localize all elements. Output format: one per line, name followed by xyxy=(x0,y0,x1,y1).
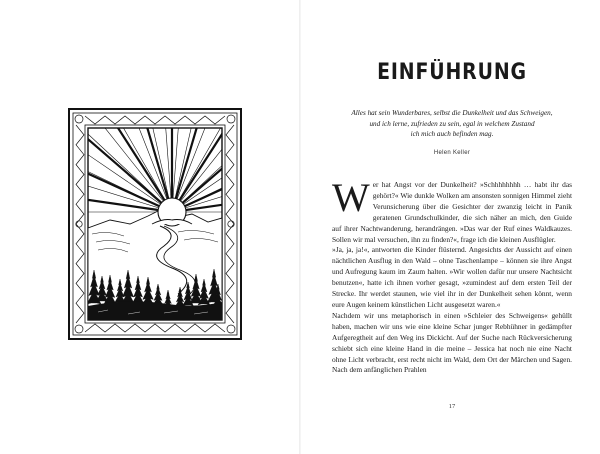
epigraph xyxy=(332,108,572,140)
epigraph-author: Helen Keller xyxy=(433,150,471,156)
epigraph-line: ich mich auch befinden mag. xyxy=(410,130,494,138)
right-page xyxy=(332,0,572,454)
body-paragraph: »Ja, ja, ja!«, antworten die Kinder flüsternd. Angesichts der Aussicht auf einen nächtlichen Ausflug in den Wald – ohne Taschenlampe – können sie ihre Angst und Aufregung kaum im Zaum halten. »Wir wollen dafür nur unsere Nachtsicht benutzen«, hatte ich ihnen vorher gesagt, »zumindest auf dem ersten Teil der Strecke. Ihr werdet staunen, wie viel ihr in der Dunkelheit sehen könnt, wenn eure Augen keinem künstlichen Licht ausgesetzt waren.« xyxy=(332,245,572,309)
epigraph-line: und ich lerne, zufrieden zu sein, egal in welchem Zustand xyxy=(369,119,535,128)
epigraph-line: Alles hat sein Wunderbares, selbst die Dunkelheit und das Schweigen, xyxy=(351,109,553,117)
chapter-heading: EINFÜHRUNG xyxy=(377,60,527,85)
paragraph-text: er hat Angst vor der Dunkelheit? »Schhhhhhhh … habt ihr das gehört?« Wie dunkle Wolken am ansonsten sonnigen Himmel zieht Verunsicherung über die Gesichter der zwanzig leicht in Panik geratenen Grundschulkinder, die sich näher an mich, den Guide auf ihrer Nachtwanderung, herandrängen. »Das war der Ruf eines Waldkauzes. Sollen wir mal versuchen, ihn zu finden?«, frage ich die kleinen Ausflügler. xyxy=(332,180,572,244)
drop-cap: W xyxy=(332,175,370,220)
book-gutter xyxy=(299,0,301,454)
body-text xyxy=(332,175,572,376)
sunrise-forest-illustration xyxy=(68,108,242,340)
body-paragraph: Nachdem wir uns metaphorisch in einen »Schleier des Schweigens« gehüllt haben, machen wir uns wie eine kleine Schar junger Rebhühner in gedämpfter Aufgeregtheit auf den Weg ins Dickicht. Auf der Suche nach Rückversicherung schiebt sich eine kleine Hand in die meine – Jessica hat noch nie eine Nacht ohne Licht verbracht, erst recht nicht im Wald, dem Ort der Märchen und Sagen. Nach dem anfänglichen Prahlen xyxy=(332,310,572,375)
body-paragraph xyxy=(332,175,572,245)
page-number: 17 xyxy=(448,403,456,410)
